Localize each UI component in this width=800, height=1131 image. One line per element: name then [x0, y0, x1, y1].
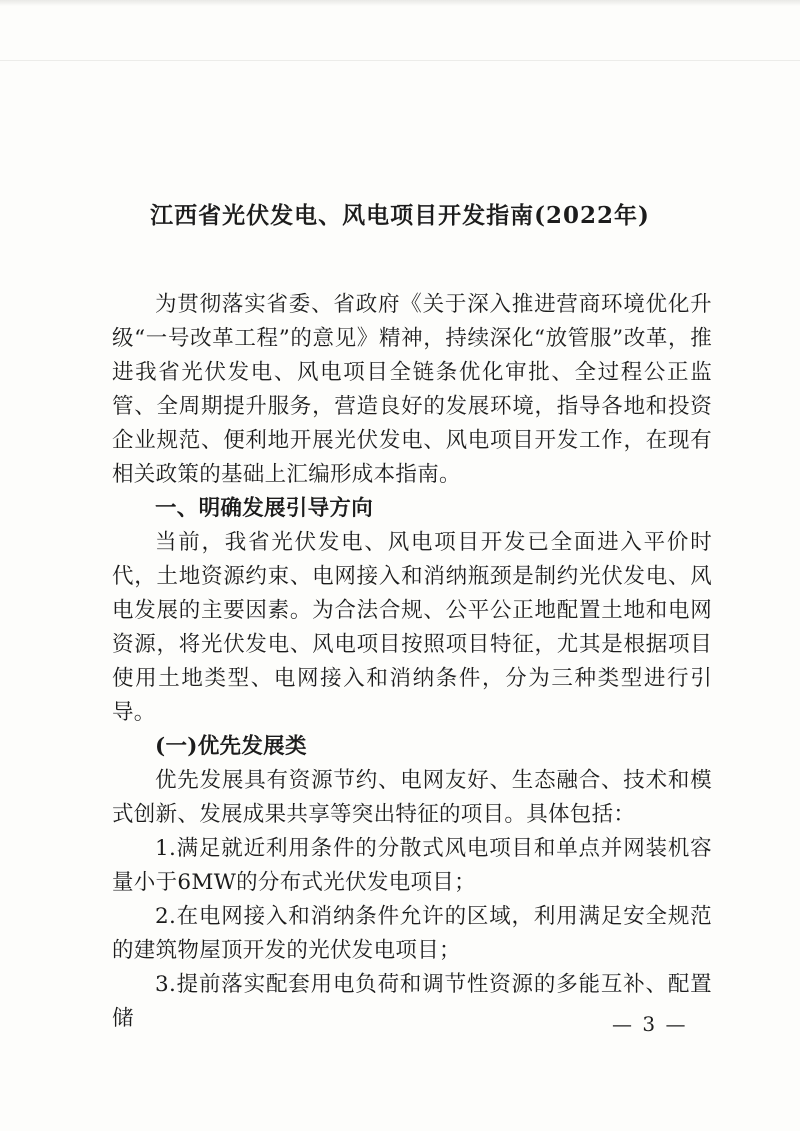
priority-item-1: 1.满足就近利用条件的分散式风电项目和单点并网装机容量小于6MW的分布式光伏发电项目；	[112, 836, 712, 895]
scan-edge	[0, 0, 800, 6]
subsection-heading-priority: (一)优先发展类	[155, 734, 307, 759]
document-title: 江西省光伏发电、风电项目开发指南(2022年)	[150, 202, 650, 229]
priority-item-3: 3.提前落实配套用电负荷和调节性资源的多能互补、配置储	[112, 972, 712, 1031]
priority-item-2: 2.在电网接入和消纳条件允许的区域，利用满足安全规范的建筑物屋顶开发的光伏发电项目；	[112, 904, 712, 963]
priority-intro-paragraph: 优先发展具有资源节约、电网友好、生态融合、技术和模式创新、发展成果共享等突出特征的项目。具体包括：	[112, 768, 712, 827]
page-number: — 3 —	[612, 1012, 688, 1036]
section-1-paragraph: 当前，我省光伏发电、风电项目开发已全面进入平价时代，土地资源约束、电网接入和消纳瓶颈是制约光伏发电、风电发展的主要因素。为合法合规、公平公正地配置土地和电网资源，将光伏发电、风电项目按照项目特征，尤其是根据项目使用土地类型、电网接入和消纳条件，分为三种类型进行引导。	[112, 530, 712, 725]
document-body	[112, 288, 712, 1036]
page-fold-line	[0, 60, 800, 61]
section-heading-1: 一、明确发展引导方向	[155, 496, 374, 521]
intro-paragraph: 为贯彻落实省委、省政府《关于深入推进营商环境优化升级“一号改革工程”的意见》精神，持续深化“放管服”改革，推进我省光伏发电、风电项目全链条优化审批、全过程公正监管、全周期提升服务，营造良好的发展环境，指导各地和投资企业规范、便利地开展光伏发电、风电项目开发工作，在现有相关政策的基础上汇编形成本指南。	[112, 292, 712, 487]
